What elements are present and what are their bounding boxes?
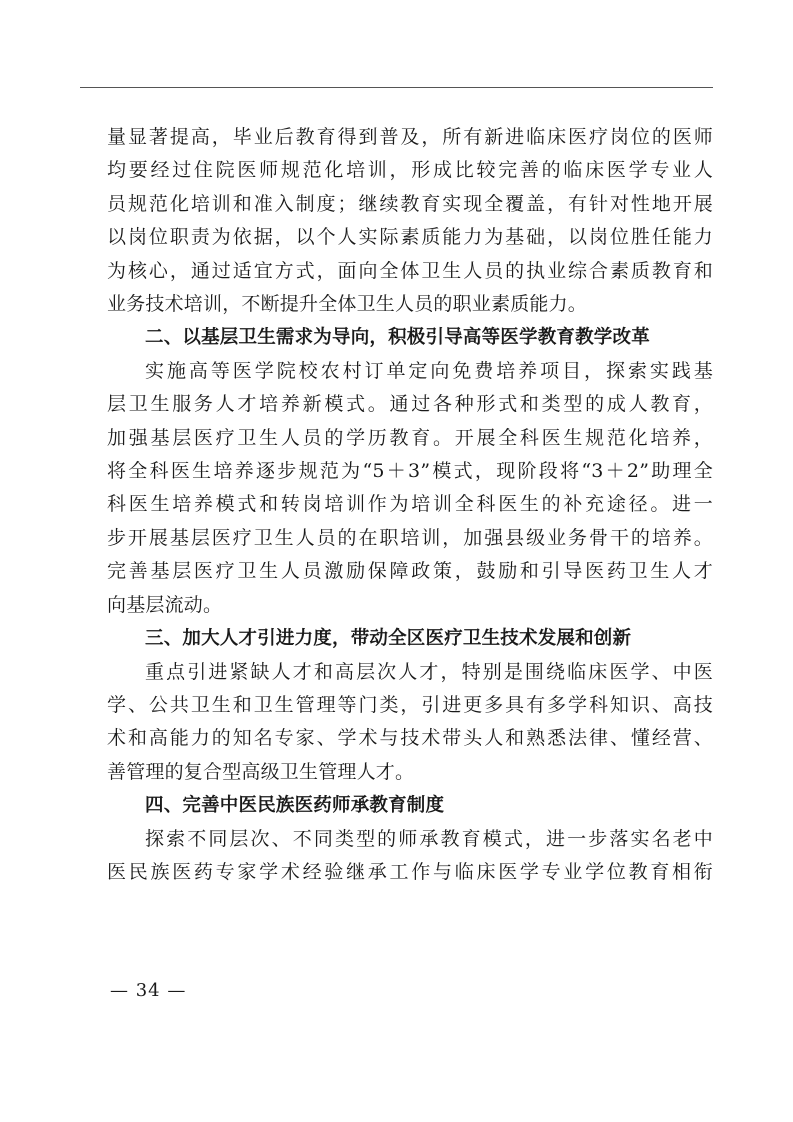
text-line: 科医生培养模式和转岗培训作为培训全科医生的补充途径。进一: [107, 493, 713, 516]
text-line: 量显著提高，毕业后教育得到普及，所有新进临床医疗岗位的医师: [107, 126, 713, 148]
body-paragraph: [107, 121, 713, 321]
text-line: 业务技术培训，不断提升全体卫生人员的职业素质能力。: [107, 293, 588, 316]
text-line: 善管理的复合型高级卫生管理人才。: [107, 760, 415, 783]
text-line: 员规范化培训和准入制度；继续教育实现全覆盖，有针对性地开展: [107, 192, 713, 215]
text-line: 学、公共卫生和卫生管理等门类，引进更多具有多学科知识、高技: [107, 693, 713, 716]
text-line: 步开展基层医疗卫生人员的在职培训，加强县级业务骨干的培养。: [107, 526, 713, 549]
document-body: [107, 121, 713, 889]
text-line: 医民族医药专家学术经验继承工作与临床医学专业学位教育相衔: [107, 860, 713, 883]
text-line: 以岗位职责为依据，以个人实际素质能力为基础，以岗位胜任能力: [107, 226, 713, 249]
text-line: 层卫生服务人才培养新模式。通过各种形式和类型的成人教育，: [107, 393, 713, 416]
header-rule: [80, 87, 713, 88]
body-paragraph: [107, 355, 713, 622]
section-heading: 二、以基层卫生需求为导向，积极引导高等医学教育教学改革: [145, 327, 650, 349]
page-number: — 34 —: [110, 980, 187, 1001]
text-line: 加强基层医疗卫生人员的学历教育。开展全科医生规范化培养，: [107, 426, 713, 449]
text-line: 探索不同层次、不同类型的师承教育模式，进一步落实名老中: [145, 827, 713, 850]
body-paragraph: [107, 823, 713, 890]
text-line: 均要经过住院医师规范化培训，形成比较完善的临床医学专业人: [107, 159, 713, 182]
section-heading: 四、完善中医民族医药师承教育制度: [145, 795, 445, 817]
text-line: 完善基层医疗卫生人员激励保障政策，鼓励和引导医药卫生人才: [107, 560, 713, 583]
text-line: 向基层流动。: [107, 593, 223, 616]
text-line: 重点引进紧缺人才和高层次人才，特别是围绕临床医学、中医: [145, 660, 713, 683]
text-line: 为核心，通过适宜方式，面向全体卫生人员的执业综合素质教育和: [107, 259, 713, 282]
text-line: 实施高等医学院校农村订单定向免费培养项目，探索实践基: [145, 359, 713, 382]
text-line: 将全科医生培养逐步规范为“5＋3”模式，现阶段将“3＋2”助理全: [107, 460, 713, 483]
body-paragraph: [107, 656, 713, 790]
text-line: 术和高能力的知名专家、学术与技术带头人和熟悉法律、懂经营、: [107, 727, 713, 750]
section-heading: 三、加大人才引进力度，带动全区医疗卫生技术发展和创新: [145, 628, 632, 650]
